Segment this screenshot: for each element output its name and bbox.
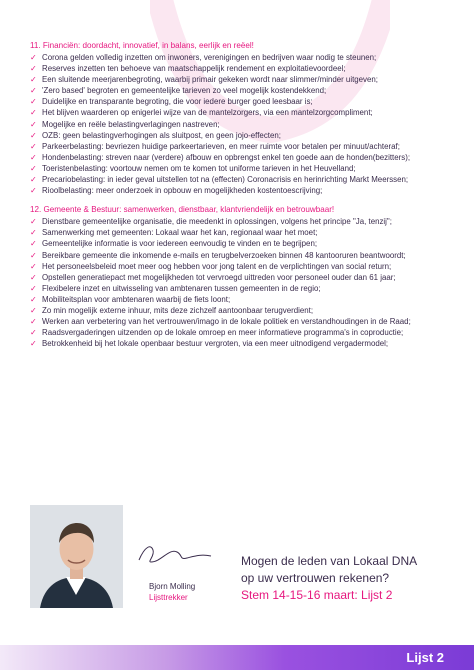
- checkmark-icon: ✓: [30, 272, 37, 282]
- checkmark-icon: ✓: [30, 152, 37, 162]
- checkmark-icon: ✓: [30, 119, 37, 129]
- section-gemeente-bestuur: [30, 204, 450, 349]
- list-item-text: Reserves inzetten ten behoeve van maatschappelijk rendement en exploitatievoordeel;: [42, 64, 346, 74]
- list-item: [30, 163, 450, 174]
- list-item-text: OZB: geen belastingverhogingen als sluitpost, en geen jojo-effecten;: [42, 130, 281, 140]
- checkmark-icon: ✓: [30, 217, 37, 227]
- cta-vote-line: Stem 14-15-16 maart: Lijst 2: [241, 588, 393, 602]
- section-financien: [30, 40, 450, 196]
- list-item-text: Samenwerking met gemeenten: Lokaal waar het kan, regionaal waar het moet;: [42, 228, 318, 238]
- list-item-text: Bereikbare gemeente die inkomende e-mails en terugbelverzoeken binnen 48 kantooruren beantwoordt;: [42, 250, 406, 260]
- checkmark-icon: ✓: [30, 108, 37, 118]
- checkmark-icon: ✓: [30, 339, 37, 349]
- list-item: [30, 74, 450, 85]
- section-list: [30, 52, 450, 196]
- checkmark-icon: ✓: [30, 261, 37, 271]
- candidate-photo: [30, 505, 123, 608]
- list-item: [30, 119, 450, 130]
- list-item-text: Gemeentelijke informatie is voor iedereen eenvoudig te vinden en te begrijpen;: [42, 239, 318, 249]
- list-item-text: Het personeelsbeleid moet meer oog hebben voor jong talent en de verplichtingen van social return;: [42, 261, 392, 271]
- list-item: [30, 185, 450, 196]
- list-item: [30, 152, 450, 163]
- list-item-text: Betrokkenheid bij het lokale openbaar bestuur vergroten, via een meer uitnodigend vergadermodel;: [42, 339, 389, 349]
- list-item: [30, 216, 450, 227]
- list-item: [30, 283, 450, 294]
- cta-line-1: Mogen de leden van Lokaal DNA: [241, 554, 418, 568]
- list-item: [30, 107, 450, 118]
- list-item: [30, 96, 450, 107]
- list-item-text: Raadsvergaderingen uitzenden op de lokale omroep en meer informatieve programma's in coproductie;: [42, 328, 404, 338]
- list-item: [30, 261, 450, 272]
- checkmark-icon: ✓: [30, 53, 37, 62]
- list-item: [30, 327, 450, 338]
- list-item-text: 'Zero based' begroten en gemeentelijke tarieven zo veel mogelijk kostendekkend;: [42, 86, 327, 96]
- program-content: [30, 40, 450, 357]
- list-item: [30, 238, 450, 249]
- list-item-text: Parkeerbelasting: bevriezen huidige parkeertarieven, en meer ruimte voor betalen per minuut/achteraf;: [42, 141, 400, 151]
- list-item-text: Dienstbare gemeentelijke organisatie, die meedenkt in oplossingen, volgens het principe "Ja, tenzij";: [42, 217, 392, 227]
- list-item-text: Een sluitende meerjarenbegroting, waarbij primair gekeken wordt naar slimmer/minder uitgeven;: [42, 75, 378, 85]
- list-item: [30, 130, 450, 141]
- list-item-text: Het blijven waarderen op enigerlei wijze van de mantelzorgers, via een mantelzorgcompliment;: [42, 108, 373, 118]
- list-item-text: Duidelijke en transparante begroting, die voor iedere burger goed leesbaar is;: [42, 97, 313, 107]
- candidate-role: Lijsttrekker: [149, 593, 188, 602]
- checkmark-icon: ✓: [30, 141, 37, 151]
- list-item: [30, 316, 450, 327]
- checkmark-icon: ✓: [30, 239, 37, 249]
- list-item-text: Opstellen generatiepact met mogelijkheden tot vervroegd uittreden voor personeel ouder dan 61 jaar;: [42, 272, 396, 282]
- list-item: [30, 141, 450, 152]
- checkmark-icon: ✓: [30, 86, 37, 96]
- list-item: [30, 63, 450, 74]
- section-title: 12. Gemeente & Bestuur: samenwerken, dienstbaar, klantvriendelijk en betrouwbaar!: [30, 205, 335, 215]
- footer-bar: [0, 645, 474, 670]
- signature: [135, 540, 215, 570]
- list-item: [30, 227, 450, 238]
- section-title: 11. Financiën: doordacht, innovatief, in balans, eerlijk en reëel!: [30, 41, 254, 50]
- checkmark-icon: ✓: [30, 250, 37, 260]
- list-item-text: Flexibelere inzet en uitwisseling van ambtenaren tussen gemeenten in de regio;: [42, 283, 321, 293]
- list-item: [30, 250, 450, 261]
- checkmark-icon: ✓: [30, 186, 37, 196]
- list-item-text: Toeristenbelasting: voortouw nemen om te komen tot uniforme tarieven in het Heuvelland;: [42, 163, 356, 173]
- list-item: [30, 338, 450, 349]
- list-item-text: Rioolbelasting: meer onderzoek in opbouw en mogelijkheden kostentoescrijving;: [42, 186, 323, 196]
- list-item: [30, 85, 450, 96]
- checkmark-icon: ✓: [30, 163, 37, 173]
- list-item-text: Zo min mogelijk externe inhuur, mits deze zichzelf aantoonbaar terugverdient;: [42, 305, 314, 315]
- checkmark-icon: ✓: [30, 317, 37, 327]
- checkmark-icon: ✓: [30, 328, 37, 338]
- list-item: [30, 294, 450, 305]
- checkmark-icon: ✓: [30, 283, 37, 293]
- checkmark-icon: ✓: [30, 294, 37, 304]
- checkmark-icon: ✓: [30, 75, 37, 85]
- candidate-name: Bjorn Molling: [149, 582, 196, 591]
- checkmark-icon: ✓: [30, 64, 37, 74]
- list-item-text: Mobiliteitsplan voor ambtenaren waarbij de fiets loont;: [42, 294, 231, 304]
- section-list: [30, 216, 450, 349]
- checkmark-icon: ✓: [30, 305, 37, 315]
- list-item-text: Corona gelden volledig inzetten om inwoners, verenigingen en bedrijven waar nodig te steunen;: [42, 53, 377, 62]
- list-item-text: Hondenbelasting: streven naar (verdere) afbouw en opbrengst enkel ten goede aan de honden(bezitters);: [42, 152, 411, 162]
- list-item: [30, 174, 450, 185]
- list-item-text: Precariobelasting: in ieder geval uitstellen tot na (effecten) Coronacrisis en herinrichting Markt Meerssen;: [42, 175, 409, 185]
- list-item: [30, 52, 450, 63]
- checkmark-icon: ✓: [30, 97, 37, 107]
- list-item: [30, 272, 450, 283]
- footer-label: Lijst 2: [406, 650, 444, 665]
- list-item: [30, 305, 450, 316]
- list-item-text: Werken aan verbetering van het vertrouwen/imago in de lokale politiek en verstandhoudingen in de Raad;: [42, 317, 411, 327]
- checkmark-icon: ✓: [30, 175, 37, 185]
- cta-line-2: op uw vertrouwen rekenen?: [241, 571, 390, 585]
- checkmark-icon: ✓: [30, 228, 37, 238]
- list-item-text: Mogelijke en reële belastingverlagingen nastreven;: [42, 119, 220, 129]
- call-to-action: [241, 553, 451, 604]
- checkmark-icon: ✓: [30, 130, 37, 140]
